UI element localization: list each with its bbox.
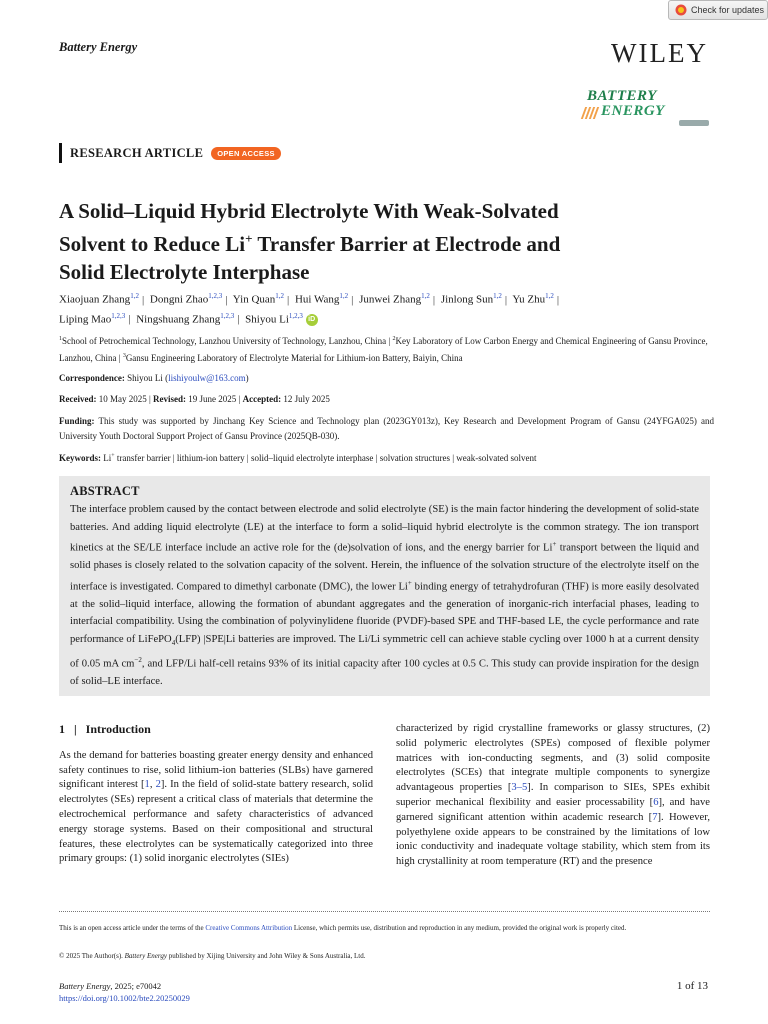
journal-name: Battery Energy (59, 40, 138, 54)
journal-logo-stripes (581, 107, 601, 119)
author-list: Xiaojuan Zhang$^{1,2}$ | Dongni Zhao$^{1,2,3}$ | Yin Quan$^{1,2}$ | Hui Wang$^{1,2}$ | Junwei Zhang$^{1,2}$ | Jinlong Sun$^{1,2}$ | Yu Zhu$^{1,2}$ | Liping Mao$^{1,2,3}$ | Ningshuang Zhang$^{1,2,3}$ | Shiyou Li$^{1,2,3}$ iD (59, 292, 560, 326)
funding-text: This study was supported by Jinchang Key Science and Technology plan (2023GY013z), Key Research and Development Program of Gansu (24YFGA025) and University Youth Doctoral Support Project of Gansu Province (2025QB-030). (59, 416, 714, 441)
intro-text-e: ], and have garnered significant attention within academic research [ (396, 796, 710, 823)
article-type (59, 143, 281, 163)
author-affiliation-marker[interactable]: 1,2 (421, 292, 430, 300)
check-for-updates-button[interactable] (668, 0, 768, 20)
author-affiliation-marker[interactable]: 1,2 (545, 292, 554, 300)
abstract-sup: + (407, 578, 412, 587)
abstract-part2: transport between the liquid and solid phases is closely related to the solvation capacity of the solvent. Herein, the influence of the solvation structure of the electrolyte itself on the interface is investigated. Compared to dimethyl carbonate (DMC), the lower Li (70, 542, 700, 593)
license-link[interactable]: Creative Commons Attribution (205, 924, 293, 932)
body-column-left (59, 722, 373, 867)
abstract-sup: −2 (134, 656, 142, 665)
author-affiliation-marker[interactable]: 1,2,3 (220, 311, 235, 320)
author-name[interactable]: Ningshuang Zhang (136, 313, 221, 326)
abstract-part5: , and LFP/Li half-cell retains 93% of its initial capacity after 100 cycles at 0.5 C. This study can provide inspiration for the design of solid–LE interface. (70, 658, 699, 688)
article-dates: Received: 10 May 2025 | Revised: 19 June 2025 | Accepted: 12 July 2025 (59, 394, 330, 404)
footnote-divider (59, 911, 710, 912)
correspondence-email-link[interactable]: lishiyoulw@163.com (168, 373, 246, 383)
author-affiliation-marker[interactable]: 1,2 (275, 292, 285, 300)
revised-label: Revised: (153, 394, 187, 404)
citation-link[interactable]: 6 (653, 796, 659, 808)
intro-text-c: characterized by rigid crystalline frameworks or glassy structures, (2) solid polymeric electrolytes (SPEs) composed of flexible polymer matrices with ion-conducting segments, and (3) solid composite electrolytes (SCEs) that integrate multiple components to synergize advantageous properties [ (396, 723, 710, 794)
copyright-note (59, 951, 714, 962)
abstract-part4: (LFP) |SPE|Li batteries are improved. The Li/Li symmetric cell can achieve stable cycling over 1000 h at a current density of 0.05 mA cm (70, 633, 699, 670)
intro-text-d: ]. In comparison to SIEs, SPEs exhibit superior mechanical flexibility and easier processability [ (396, 782, 710, 808)
citation-link[interactable]: 1 (144, 779, 150, 791)
revised-date: 19 June 2025 (188, 394, 237, 404)
section-heading (59, 722, 373, 737)
author-name[interactable]: Jinlong Sun (440, 293, 494, 306)
open-access-badge: OPEN ACCESS (211, 147, 281, 160)
keyword-li: Li (103, 453, 112, 463)
footer-journal: Battery Energy (59, 981, 111, 991)
section-number: 1 (59, 722, 65, 736)
citation-footer (59, 980, 190, 1004)
author-name[interactable]: Shiyou Li (245, 313, 289, 326)
author-affiliation-marker[interactable]: 1,2 (130, 292, 139, 300)
page-number: 1 of 13 (676, 980, 708, 992)
accepted-label: Accepted: (242, 394, 282, 404)
received-label: Received: (59, 394, 97, 404)
intro-paragraph-continued (396, 722, 710, 870)
copyright-journal: Battery Energy (124, 952, 167, 960)
license-note (59, 923, 714, 934)
check-updates-label: Check for updates (691, 5, 765, 15)
abstract-sup: + (552, 540, 557, 548)
correspondence-label: Correspondence: (59, 373, 125, 383)
license-pre: This is an open access article under the terms of the (59, 924, 206, 932)
journal-logo-line1: BATTERY (587, 88, 657, 104)
abstract-text (70, 501, 699, 691)
article-type-bar (59, 143, 62, 163)
journal-logo-line2: ENERGY (601, 103, 665, 119)
abstract-part3: binding energy of tetrahydrofuran (THF) is more easily desolvated at the solid–liquid interface, allowing the formation of abundant aggregates and the generation of inorganic-rich interfacial phases, leading to interfacial compatibility. Using the combination of polyvinylidene fluoride (PVDF)-based SPE and THF-based LE, the cycle performance and rate performance of LiFePO (70, 581, 699, 645)
journal-logo-oa-mark (679, 120, 709, 126)
accepted-date: 12 July 2025 (283, 394, 330, 404)
abstract-box (59, 476, 710, 696)
doi-link[interactable]: https://doi.org/10.1002/bte2.20250029 (59, 993, 190, 1003)
check-updates-icon (675, 4, 687, 16)
footer-citation: , 2025; e70042 (110, 981, 162, 991)
affiliations: $^1$School of Petrochemical Technology, Lanzhou University of Technology, Lanzhou, China | $^2$Key Laboratory of Low Carbon Energy and Chemical Engineering of Gansu Province, Lanzhou, China | $^3$Gansu Engineering Laboratory of Electrolyte Material for Lithium-ion Battery, Baiyin, China (59, 336, 708, 363)
orcid-icon[interactable]: iD (306, 314, 318, 326)
author-affiliation-marker[interactable]: 1,2,3 (208, 292, 223, 300)
intro-text-b: ]. In the field of solid-state battery research, solid electrolytes (SEs) represent a critical class of materials that determine the electrochemical performance and safety characteristics of advanced energy storage systems. Based on their compositional and structural features, these electrolytes can be systematically categorized into three primary groups: (1) solid inorganic electrolytes (SIEs) (59, 779, 374, 865)
affiliation-1: School of Petrochemical Technology, Lanzhou University of Technology, Lanzhou, China (62, 336, 387, 346)
affiliation-3: Gansu Engineering Laboratory of Electrolyte Material for Lithium-ion Battery, Baiyin, China (125, 353, 463, 363)
author-name[interactable]: Yin Quan (232, 293, 276, 306)
author-name[interactable]: Yu Zhu (512, 293, 546, 306)
intro-text-f: ]. However, polyethylene oxide appears to be constrained by the limitations of low ionic conductivity and inadequate voltage stability, which stem from its high crystallinity at room temperature (RT) and the presence (396, 811, 710, 868)
title-line3: Solid Electrolyte Interphase (59, 260, 310, 284)
title-line2a: Solvent to Reduce Li (59, 232, 246, 256)
body-column-right (396, 722, 710, 870)
citation-link[interactable]: 2 (155, 779, 161, 791)
title-line1: A Solid–Liquid Hybrid Electrolyte With Weak-Solvated (59, 199, 559, 223)
author-affiliation-marker[interactable]: 1,2 (339, 292, 349, 300)
publisher-logo: WILEY (611, 38, 708, 68)
abstract-sub: 4 (171, 638, 176, 647)
funding-label: Funding: (59, 416, 95, 426)
keywords (59, 449, 714, 466)
author-affiliation-marker[interactable]: 1,2,3 (288, 311, 303, 320)
title-line2b: Transfer Barrier at Electrode and (252, 232, 561, 256)
intro-paragraph: As the demand for batteries boasting greater energy density and enhanced safety continues to rise, solid lithium-ion batteries (SLBs) have garnered significant interest [1, 2]. In the field of solid-state battery research, solid electrolytes (SEs) represent a critical class of materials that determine the electrochemical performance and safety characteristics of advanced energy storage systems. Based on their compositional and structural features, these electrolytes can be systematically categorized into three primary groups: (1) solid inorganic electrolytes (SIEs) (59, 749, 374, 865)
received-date: 10 May 2025 (98, 394, 147, 404)
correspondence-name: Shiyou Li (127, 373, 163, 383)
keywords-label: Keywords: (59, 453, 101, 463)
correspondence: Correspondence: Shiyou Li (lishiyoulw@163.com) (59, 373, 249, 383)
keyword-li-sup: + (111, 453, 115, 459)
article-type-label: RESEARCH ARTICLE (70, 145, 204, 160)
copyright-pre: © 2025 The Author(s). (59, 952, 125, 960)
section-separator: | (74, 722, 77, 736)
author-name[interactable]: Junwei Zhang (359, 293, 422, 306)
funding (59, 414, 714, 444)
author-name[interactable]: Liping Mao (59, 313, 112, 326)
author-name[interactable]: Xiaojuan Zhang (59, 293, 131, 306)
title-sup: + (245, 231, 253, 246)
author-affiliation-marker[interactable]: 1,2,3 (111, 311, 126, 320)
keywords-rest: transfer barrier | lithium-ion battery | solid–liquid electrolyte interphase | solvation structures | weak-solvated solvent (114, 453, 537, 463)
abstract-part1: The interface problem caused by the contact between electrode and solid electrolyte (SE) is the main factor hindering the development of solid-state batteries. And adding liquid electrolyte (LE) at the interface to form a solid–liquid hybrid electrolyte is the common strategy. The ion transport kinetics at the SE/LE interface include an active role for the (de)solvation of ions, and the energy barrier for Li (70, 504, 699, 554)
license-post: License, which permits use, distribution and reproduction in any medium, provided the original work is properly cited. (292, 924, 627, 932)
journal-logo (581, 88, 711, 128)
author-name[interactable]: Hui Wang (294, 293, 340, 306)
section-title: Introduction (85, 722, 151, 736)
citation-link[interactable]: 7 (652, 811, 658, 823)
author-name[interactable]: Dongni Zhao (149, 293, 209, 306)
author-affiliation-marker[interactable]: 1,2 (493, 292, 502, 300)
intro-text-a: As the demand for batteries boasting greater energy density and enhanced safety continues to rise, solid lithium-ion batteries (SLBs) have garnered significant interest [ (59, 749, 373, 791)
affiliation-2: Key Laboratory of Low Carbon Energy and Chemical Engineering of Gansu Province, Lanzhou, China (59, 336, 708, 363)
citation-link[interactable]: 3–5 (511, 782, 528, 794)
abstract-heading: ABSTRACT (70, 484, 140, 498)
article-title (59, 197, 699, 286)
copyright-post: published by Xijing University and John Wiley & Sons Australia, Ltd. (166, 952, 366, 960)
